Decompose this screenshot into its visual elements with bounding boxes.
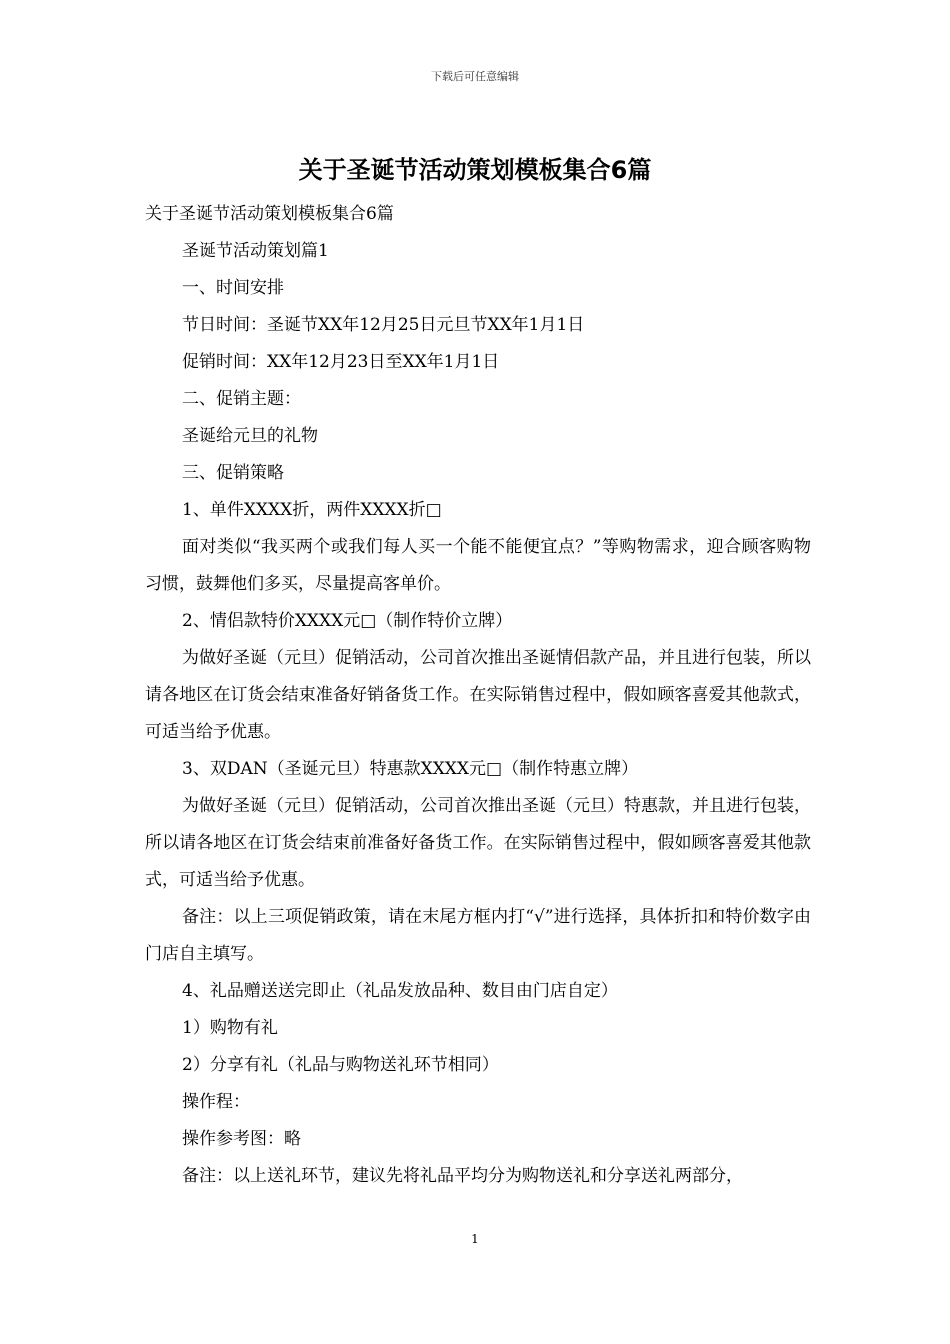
paragraph-20: 操作参考图：略 [182, 1129, 301, 1149]
paragraph-1: 关于圣诞节活动策划模板集合6篇 [145, 204, 394, 224]
page-number: 1 [471, 1232, 479, 1246]
paragraph-17: 1）购物有礼 [182, 1018, 278, 1038]
paragraph-13: 3、双DAN（圣诞元旦）特惠款XXXX元□（制作特惠立牌） [182, 759, 639, 779]
paragraph-16: 4、礼品赠送送完即止（礼品发放品种、数目由门店自定） [182, 981, 618, 1001]
document-title: 关于圣诞节活动策划模板集合6篇 [298, 156, 652, 184]
paragraph-4: 节日时间：圣诞节XX年12月25日元旦节XX年1月1日 [182, 315, 585, 335]
paragraph-21: 备注：以上送礼环节，建议先将礼品平均分为购物送礼和分享送礼两部分， [182, 1166, 743, 1186]
paragraph-12: 为做好圣诞（元旦）促销活动，公司首次推出圣诞情侣款产品，并且进行包装，所以请各地区在订货会结束准备好销备货工作。在实际销售过程中，假如顾客喜爱其他款式，可适当给予优惠。 [145, 648, 811, 742]
paragraph-19: 操作程： [182, 1092, 250, 1112]
paragraph-7: 圣诞给元旦的礼物 [182, 426, 318, 446]
paragraph-6: 二、促销主题： [182, 389, 301, 409]
paragraph-3: 一、时间安排 [182, 278, 284, 298]
paragraph-15: 备注：以上三项促销政策，请在末尾方框内打“√”进行选择，具体折扣和特价数字由门店自主填写。 [145, 907, 811, 964]
document-body [145, 196, 811, 1195]
paragraph-2: 圣诞节活动策划篇1 [182, 241, 329, 261]
paragraph-14: 为做好圣诞（元旦）促销活动，公司首次推出圣诞（元旦）特惠款，并且进行包装，所以请各地区在订货会结束前准备好备货工作。在实际销售过程中，假如顾客喜爱其他款式，可适当给予优惠。 [145, 796, 811, 890]
paragraph-8: 三、促销策略 [182, 463, 284, 483]
paragraph-18: 2）分享有礼（礼品与购物送礼环节相同） [182, 1055, 499, 1075]
page-header-note: 下载后可任意编辑 [431, 70, 519, 83]
paragraph-11: 2、情侣款特价XXXX元□（制作特价立牌） [182, 611, 513, 631]
paragraph-9: 1、单件XXXX折，两件XXXX折□ [182, 500, 442, 520]
paragraph-10: 面对类似“我买两个或我们每人买一个能不能便宜点？”等购物需求，迎合顾客购物习惯，鼓舞他们多买，尽量提高客单价。 [145, 537, 811, 594]
paragraph-5: 促销时间：XX年12月23日至XX年1月1日 [182, 352, 500, 372]
